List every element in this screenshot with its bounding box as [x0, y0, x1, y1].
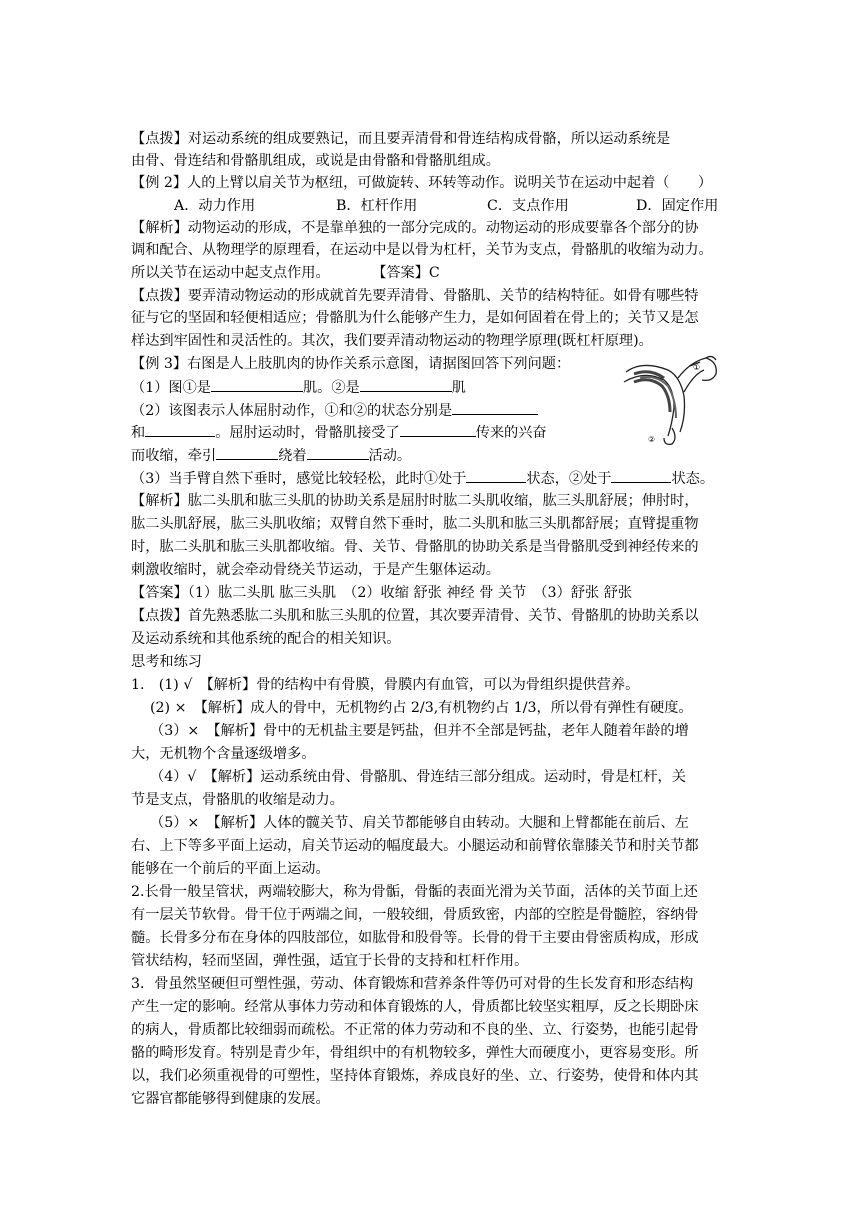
- blank: [466, 467, 526, 483]
- text-line: 以，我们必须重视骨的可塑性，坚持体育锻炼，养成良好的坐、立、行姿势，使骨和体内其: [131, 1068, 699, 1084]
- blank: [216, 444, 278, 460]
- section-heading: 思考和练习: [131, 654, 202, 670]
- text-line: 【点拨】对运动系统的组成要熟记，而且要弄清骨和骨连结构成骨骼，所以运动系统是: [131, 131, 671, 147]
- text-line: 产生一定的影响。经常从事体力劳动和体育锻炼的人，骨质都比较坚实粗厚，反之长期卧床: [131, 999, 699, 1015]
- option-b: B．杠杆作用: [336, 198, 418, 214]
- text-line: 管状结构，轻而坚固，弹性强，适宜于长骨的支持和杠杆作用。: [131, 953, 529, 969]
- blank: [145, 421, 215, 437]
- text-line: 【点拨】首先熟悉肱二头肌和肱三头肌的位置，其次要弄清骨、关节、骨骼肌的协助关系以: [131, 608, 699, 624]
- text-line: 有一层关节软骨。骨干位于两端之间，一般较细，骨质致密，内部的空腔是骨髓腔，容纳骨: [131, 907, 699, 923]
- text-line: (2) × 【解析】成人的骨中，无机物约占 2/3,有机物约占 1/3，所以骨有弹性有硬度。: [150, 700, 693, 716]
- answer-line: 【答案】（1）肱二头肌 肱三头肌 （2）收缩 舒张 神经 骨 关节 （3）舒张 舒张: [131, 585, 633, 601]
- text-line: 它器官都能够得到健康的发展。: [131, 1091, 330, 1107]
- text-line: （5）× 【解析】人体的髋关节、肩关节都能够自由转动。大腿和上臂都能在前后、左: [150, 815, 689, 831]
- text-line: 节是支点，骨骼肌的收缩是动力。: [131, 792, 344, 808]
- arm-muscle-illustration-icon: [620, 352, 720, 448]
- blank: [611, 467, 671, 483]
- q3-line-3: 和 。屈肘运动时，骨骼肌接受了 传来的兴奋: [131, 421, 731, 443]
- q3-line-4: 而收缩，牵引 绕着 活动。: [131, 444, 731, 466]
- option-a: A．动力作用: [174, 198, 256, 214]
- option-d: D．固定作用: [636, 198, 719, 214]
- text-line: 征与它的坚固和轻便相适应；骨骼肌为什么能够产生力，是如何固着在骨上的；关节又是怎: [131, 310, 699, 326]
- blank: [452, 399, 538, 415]
- text-line: 髓。长骨多分布在身体的四肢部位，如肱骨和股骨等。长骨的骨干主要由骨密质构成，形成: [131, 930, 699, 946]
- text-line: 【解析】肱二头肌和肱三头肌的协助关系是屈肘时肱二头肌收缩，肱三头肌舒展；伸肘时，: [131, 493, 699, 509]
- text-line: 肱二头肌舒展，肱三头肌收缩；双臂自然下垂时，肱二头肌和肱三头肌都舒展；直臂提重物: [131, 516, 699, 532]
- text-line: （4）√ 【解析】运动系统由骨、骨骼肌、骨连结三部分组成。运动时，骨是杠杆，关: [150, 769, 686, 785]
- label-1: ①: [693, 363, 701, 372]
- answer-options: [131, 195, 731, 217]
- text-line: 2.长骨一般呈管状，两端较膨大，称为骨骺，骨骺的表面光滑为关节面，活体的关节面上还: [131, 884, 698, 900]
- q3-line-1: （1）图①是 肌。②是 肌: [131, 376, 731, 398]
- q3-line-2: （2）该图表示人体屈肘动作，①和②的状态分别是: [131, 399, 731, 421]
- text-line: 样达到牢固性和灵活性的。其次，我们要弄清动物运动的物理学原理(既杠杆原理)。: [131, 333, 653, 349]
- text-line: 右、上下等多平面上运动，肩关节运动的幅度最大。小腿运动和前臂依靠膝关节和肘关节都: [131, 838, 699, 854]
- blank: [360, 376, 452, 392]
- text-line: （3）× 【解析】骨中的无机盐主要是钙盐，但并不全部是钙盐，老年人随着年龄的增: [150, 723, 689, 739]
- text-line: 1. (1) √ 【解析】骨的结构中有骨膜，骨膜内有血管，可以为骨组织提供营养。: [131, 677, 640, 693]
- arm-muscle-figure: [620, 352, 720, 448]
- text-line: 【点拨】要弄清动物运动的形成就首先要弄清骨、骨骼肌、关节的结构特征。如骨有哪些特: [131, 288, 699, 304]
- text-line: 由骨、骨连结和骨骼肌组成，或说是由骨骼和骨骼肌组成。: [131, 153, 500, 169]
- text-line: 的病人，骨质都比较细弱而疏松。不正常的体力劳动和不良的坐、立、行姿势，也能引起骨: [131, 1022, 699, 1038]
- option-c: C．支点作用: [487, 198, 569, 214]
- text-line: 【解析】动物运动的形成，不是靠单独的一部分完成的。动物运动的形成要靠各个部分的协: [131, 220, 699, 236]
- text-line: 能够在一个前后的平面上运动。: [131, 861, 330, 877]
- text-line: 刺激收缩时，就会牵动骨绕关节运动，于是产生躯体运动。: [131, 562, 500, 578]
- text-line: 【例 2】人的上臂以肩关节为枢纽，可做旋转、环转等动作。说明关节在运动中起着（ ）: [131, 175, 713, 191]
- label-2: ②: [648, 435, 656, 444]
- text-line: 及运动系统和其他系统的配合的相关知识。: [131, 631, 401, 647]
- text-line: 【例 3】右图是人上肢肌肉的协作关系示意图，请据图回答下列问题：: [131, 356, 571, 372]
- text-line: 调和配合、从物理学的原理看，在运动中是以骨为杠杆，关节为支点，骨骼肌的收缩为动力。: [131, 242, 713, 258]
- text-line: 骼的畸形发育。特别是青少年，骨组织中的有机物较多，弹性大而硬度小，更容易变形。所: [131, 1045, 699, 1061]
- blank: [400, 421, 476, 437]
- text-line: 所以关节在运动中起支点作用。 【答案】C: [131, 265, 440, 281]
- q3-line-5: （3）当手臂自然下垂时，感觉比较轻松，此时①处于 状态，②处于 状态。: [131, 467, 731, 489]
- text-line: 时，肱二头肌和肱三头肌都收缩。骨、关节、骨骼肌的协助关系是当骨骼肌受到神经传来的: [131, 539, 699, 555]
- blank: [211, 376, 303, 392]
- text-line: 3．骨虽然坚硬但可塑性强，劳动、体育锻炼和营养条件等仍可对骨的生长发育和形态结构: [131, 976, 694, 992]
- blank: [307, 444, 369, 460]
- text-line: 大，无机物个含量逐级增多。: [131, 746, 316, 762]
